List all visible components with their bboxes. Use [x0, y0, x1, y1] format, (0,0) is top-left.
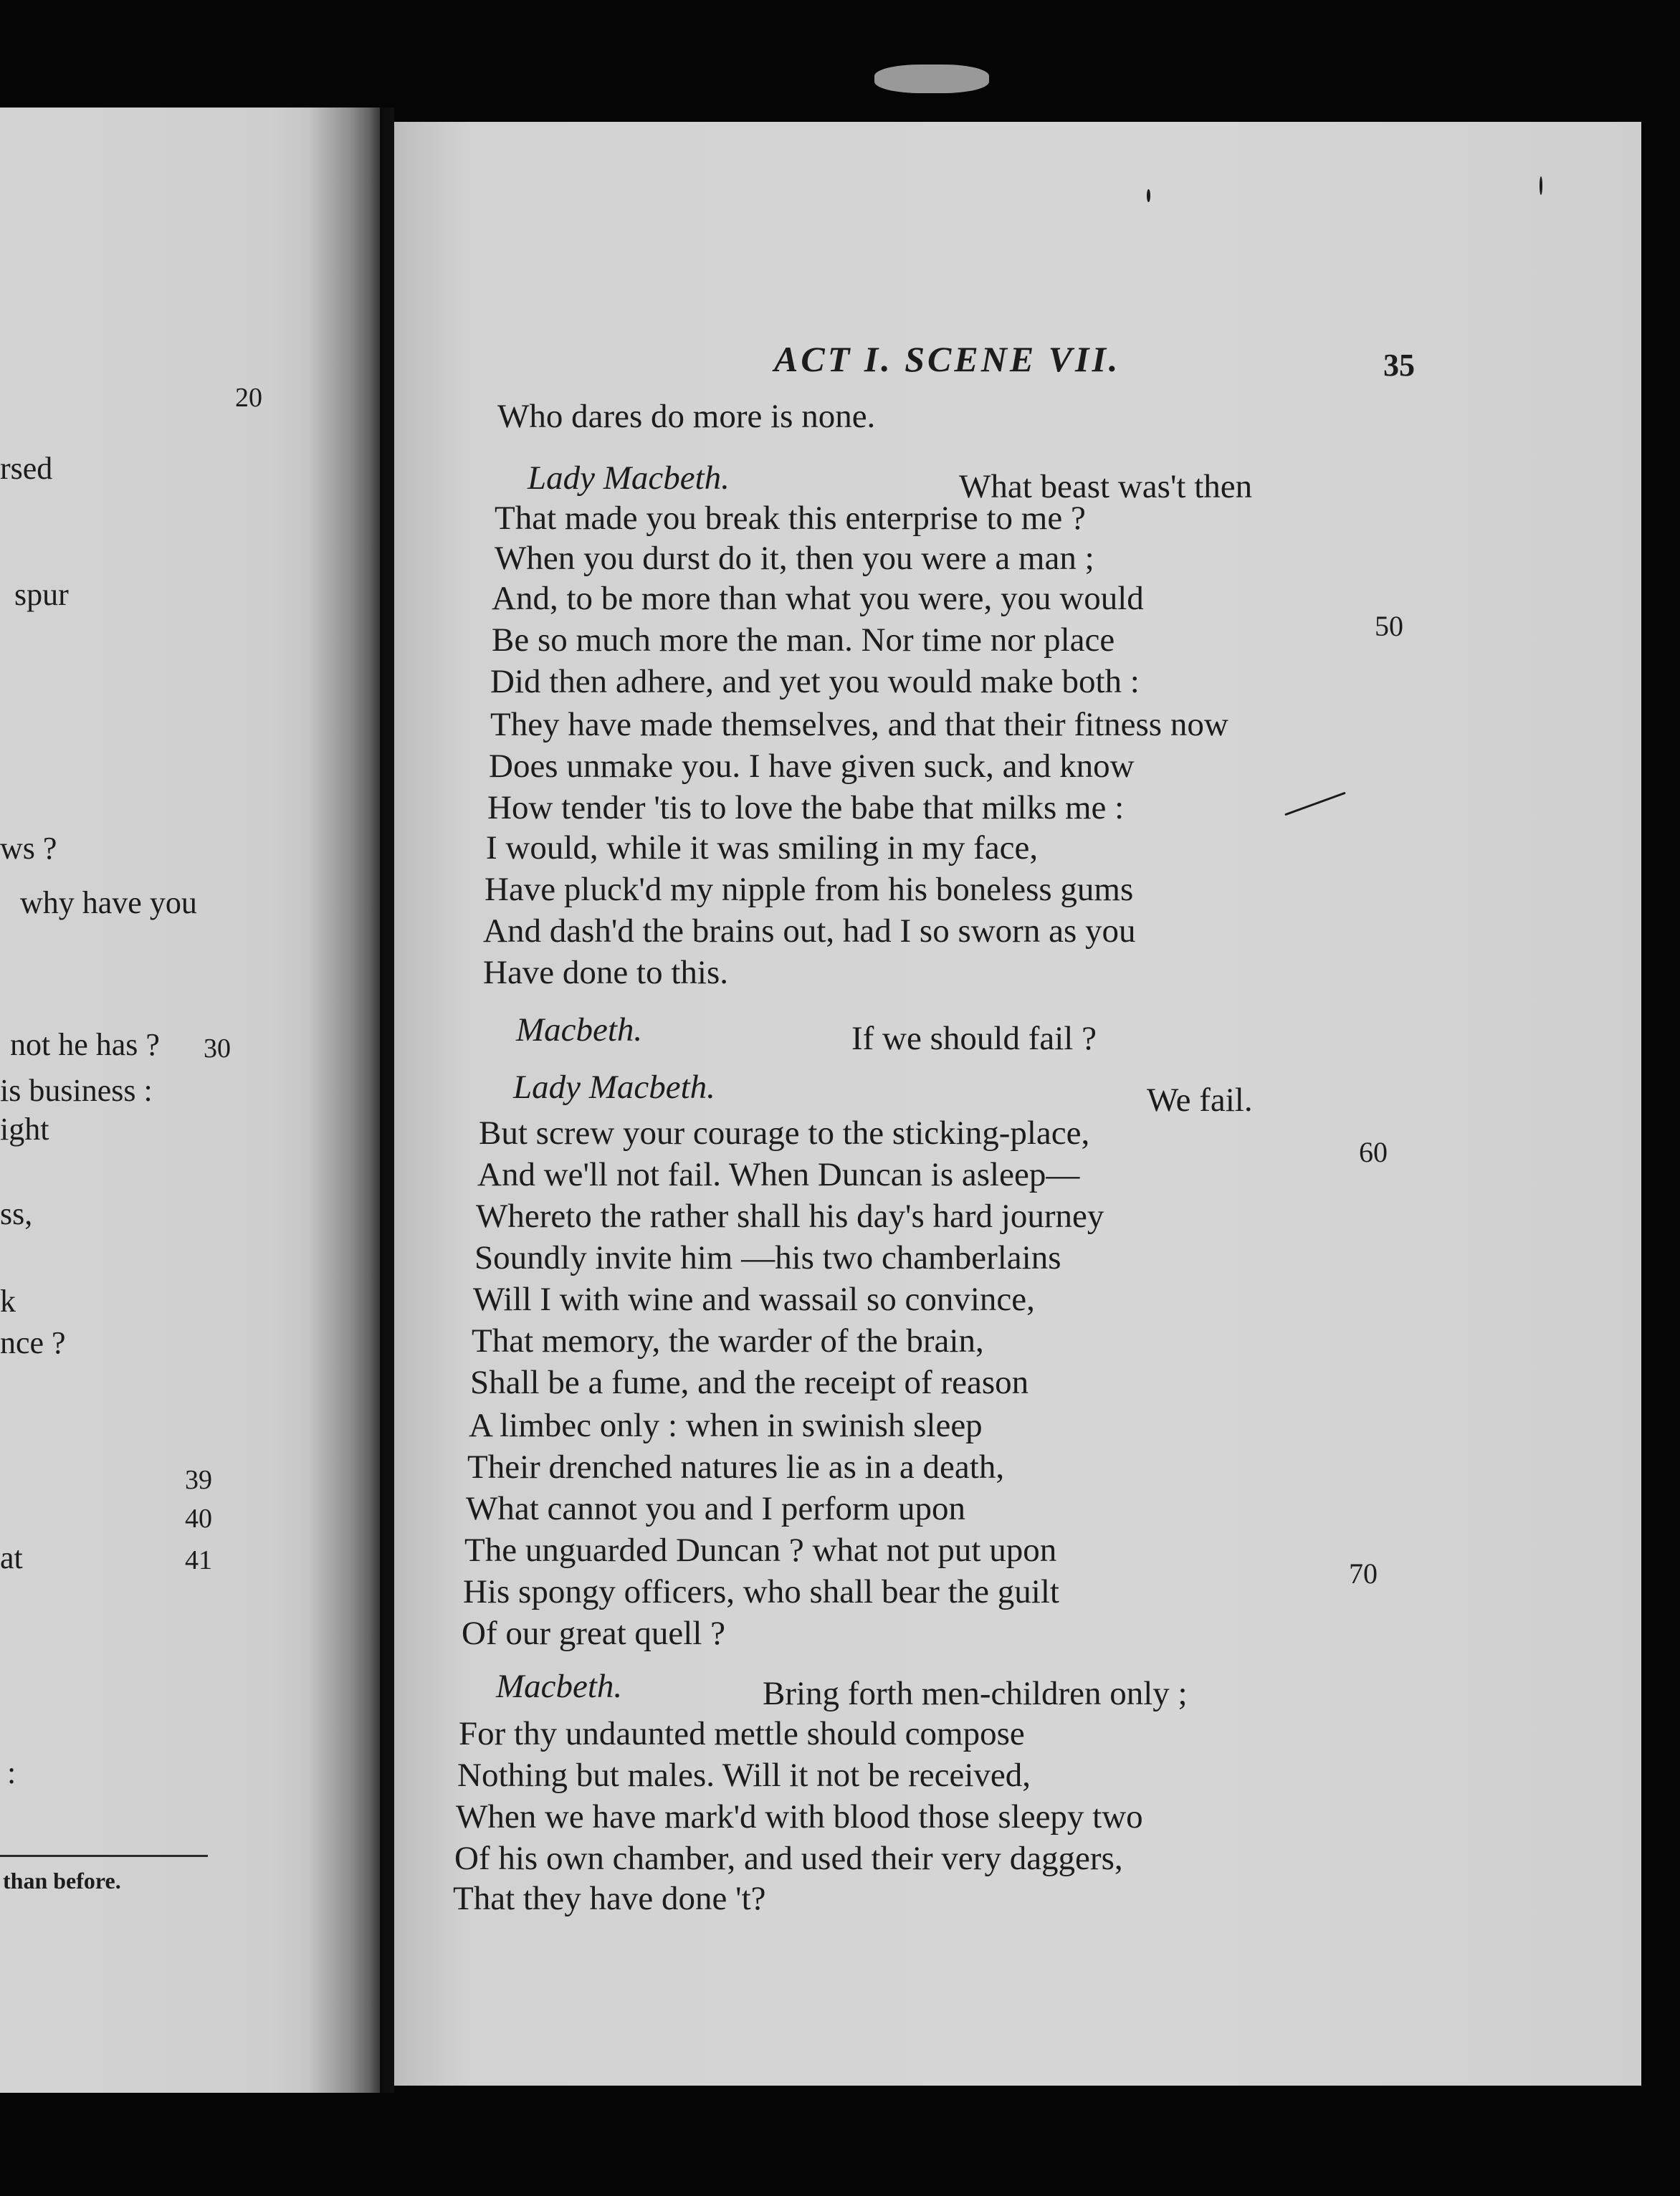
text-line: For thy undaunted mettle should compose [459, 1715, 1025, 1752]
text-line: Will I with wine and wassail so convince, [473, 1281, 1035, 1318]
text-line: How tender 'tis to love the babe that milks me : [487, 789, 1125, 826]
left-line-number: 41 [185, 1545, 212, 1575]
text-line: A limbec only : when in swinish sleep [469, 1407, 983, 1444]
scan-speck [1540, 176, 1542, 195]
line-number: 60 [1359, 1136, 1388, 1168]
text-line: Be so much more the man. Nor time nor place [492, 621, 1115, 659]
text-line: That made you break this enterprise to me ? [495, 500, 1086, 537]
left-line-number: 30 [204, 1033, 231, 1064]
text-line: His spongy officers, who shall bear the guilt [463, 1573, 1059, 1610]
line-number: 50 [1375, 610, 1403, 642]
text-line: What cannot you and I perform upon [466, 1490, 965, 1527]
scan-blemish [874, 65, 989, 93]
text-line: Shall be a fume, and the receipt of reason [470, 1364, 1029, 1401]
text-line: Of our great quell ? [462, 1615, 726, 1652]
line-number: 70 [1349, 1557, 1378, 1590]
book-gutter [308, 108, 394, 2093]
text-line: We fail. [1147, 1082, 1253, 1119]
text-line: Nothing but males. Will it not be received, [457, 1757, 1031, 1794]
left-fragment: spur [14, 577, 69, 612]
text-line: Their drenched natures lie as in a death, [467, 1448, 1005, 1486]
speaker-name: Macbeth. [496, 1668, 623, 1705]
text-line: That they have done 't? [453, 1880, 766, 1917]
text-line: Soundly invite him —his two chamberlains [474, 1239, 1061, 1276]
footnote-rule [0, 1855, 208, 1857]
speaker-name: Lady Macbeth. [513, 1069, 715, 1106]
text-line: But screw your courage to the sticking-place, [479, 1114, 1090, 1152]
left-fragment: ss, [0, 1196, 33, 1231]
text-line: Does unmake you. I have given suck, and know [489, 748, 1135, 785]
speaker-name: Macbeth. [516, 1011, 643, 1049]
text-line: Of his own chamber, and used their very daggers, [454, 1840, 1123, 1877]
speaker-name: Lady Macbeth. [528, 459, 730, 497]
page-number: 35 [1383, 348, 1415, 383]
text-line: When you durst do it, then you were a man ; [495, 540, 1094, 577]
text-line: That memory, the warder of the brain, [472, 1322, 984, 1360]
page-header: ACT I. SCENE VII. [774, 339, 1121, 379]
text-line: What beast was't then [959, 468, 1253, 505]
text-line: I would, while it was smiling in my face, [486, 829, 1039, 867]
left-fragment: not he has ? [10, 1027, 160, 1062]
text-line: If we should fail ? [851, 1020, 1097, 1057]
left-fragment: ws ? [0, 831, 57, 866]
left-line-number: 20 [235, 383, 262, 413]
left-fragment: is business : [0, 1073, 153, 1108]
left-fragment: nce ? [0, 1325, 66, 1360]
text-line: Who dares do more is none. [497, 398, 876, 435]
left-fragment: rsed [0, 451, 53, 486]
text-line: And, to be more than what you were, you would [492, 580, 1144, 617]
left-fragment: : [7, 1755, 16, 1790]
text-line: Have done to this. [483, 954, 728, 991]
left-fragment: ight [0, 1112, 49, 1147]
text-line: The unguarded Duncan ? what not put upon [464, 1532, 1057, 1569]
scan-speck [1147, 189, 1150, 202]
left-line-number: 39 [185, 1465, 212, 1495]
left-fragment: k [0, 1284, 16, 1319]
left-footnote: than before. [3, 1868, 121, 1894]
left-fragment: why have you [20, 885, 197, 920]
text-line: Have pluck'd my nipple from his boneless gums [485, 871, 1134, 908]
text-line: Whereto the rather shall his day's hard journey [476, 1198, 1104, 1235]
text-line: When we have mark'd with blood those sleepy two [456, 1798, 1143, 1835]
left-line-number: 40 [185, 1504, 212, 1534]
text-line: And we'll not fail. When Duncan is asleep— [477, 1156, 1080, 1193]
text-line: Did then adhere, and yet you would make both : [490, 663, 1140, 700]
left-fragment: at [0, 1540, 23, 1575]
text-line: Bring forth men-children only ; [763, 1675, 1188, 1712]
text-line: And dash'd the brains out, had I so sworn as you [483, 912, 1136, 950]
text-line: They have made themselves, and that their fitness now [490, 706, 1228, 743]
